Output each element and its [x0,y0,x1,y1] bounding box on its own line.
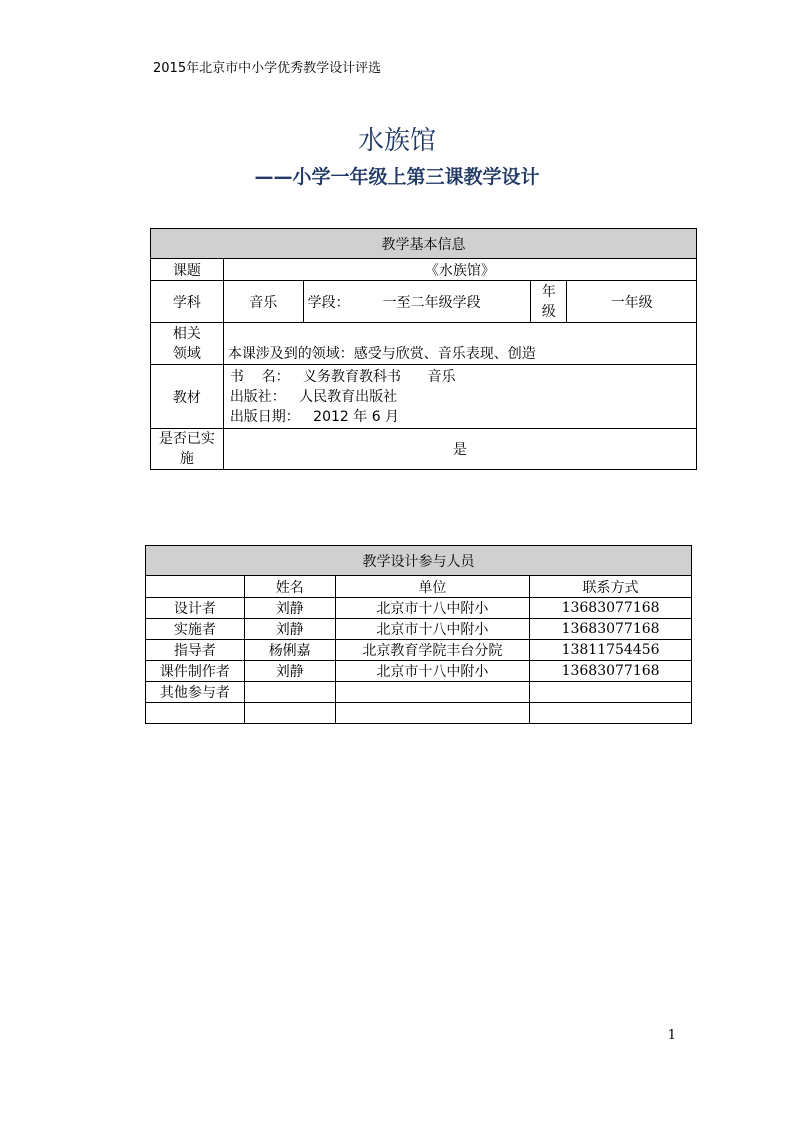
table-row [146,619,692,640]
implemented-value: 是 [223,429,696,470]
textbook-title-line: 书 名： 义务教育教科书 音乐 [229,368,456,385]
role-cell: 实施者 [146,619,245,640]
participants-header-row [146,576,692,598]
name-cell: 杨俐嘉 [244,640,335,661]
stage-label: 学段： [307,294,350,311]
contact-cell: 13683077168 [530,619,692,640]
name-cell: 刘静 [244,598,335,619]
role-cell: 指导者 [146,640,245,661]
page-header: 2015年北京市中小学优秀教学设计评选 [153,61,382,76]
contact-cell: 13811754456 [530,640,692,661]
table-row [146,661,692,682]
textbook-publisher-line: 出版社： 人民教育出版社 [229,388,398,405]
unit-cell: 北京市十八中附小 [335,598,530,619]
basic-info-table [150,228,697,470]
participants-table [145,545,692,724]
unit-cell: 北京市十八中附小 [335,661,530,682]
implemented-label [151,429,224,470]
page-number: 1 [667,1028,676,1043]
topic-label: 课题 [151,259,224,281]
grade-label-line1: 年 [541,283,556,300]
field-label-line1: 相关 [172,325,201,342]
basic-info-heading: 教学基本信息 [151,229,697,259]
document-subtitle: ——小学一年级上第三课教学设计 [254,166,540,188]
grade-label [531,281,567,323]
unit-cell [335,682,530,703]
subject-value: 音乐 [223,281,303,323]
stage-cell [303,281,531,323]
contact-cell [530,703,692,724]
participants-heading: 教学设计参与人员 [146,546,692,576]
table-row [146,598,692,619]
grade-value: 一年级 [567,281,697,323]
field-label [151,323,224,365]
field-value: 本课涉及到的领域：感受与欣赏、音乐表现、创造 [223,323,696,365]
role-cell: 课件制作者 [146,661,245,682]
unit-cell: 北京教育学院丰台分院 [335,640,530,661]
role-cell: 其他参与者 [146,682,245,703]
topic-value: 《水族馆》 [223,259,696,281]
contact-cell [530,682,692,703]
contact-cell: 13683077168 [530,661,692,682]
grade-label-line2: 级 [541,303,556,320]
implemented-label-line2: 施 [179,451,194,467]
textbook-info [223,365,696,429]
subject-label: 学科 [151,281,224,323]
name-cell [244,703,335,724]
column-header: 联系方式 [530,576,692,598]
textbook-date-line: 出版日期： 2012 年 6 月 [229,408,400,425]
name-cell: 刘静 [244,619,335,640]
name-cell: 刘静 [244,661,335,682]
unit-cell [335,703,530,724]
table-row [146,640,692,661]
field-label-line2: 领域 [172,345,201,362]
table-row [146,703,692,724]
unit-cell: 北京市十八中附小 [335,619,530,640]
implemented-label-line1: 是否已实 [158,431,215,447]
name-cell [244,682,335,703]
column-header: 单位 [335,576,530,598]
column-header [146,576,245,598]
textbook-label: 教材 [151,365,224,429]
column-header: 姓名 [244,576,335,598]
contact-cell: 13683077168 [530,598,692,619]
role-cell: 设计者 [146,598,245,619]
stage-value: 一至二年级学段 [382,294,481,311]
role-cell [146,703,245,724]
table-row [146,682,692,703]
document-title: 水族馆 [357,126,436,156]
